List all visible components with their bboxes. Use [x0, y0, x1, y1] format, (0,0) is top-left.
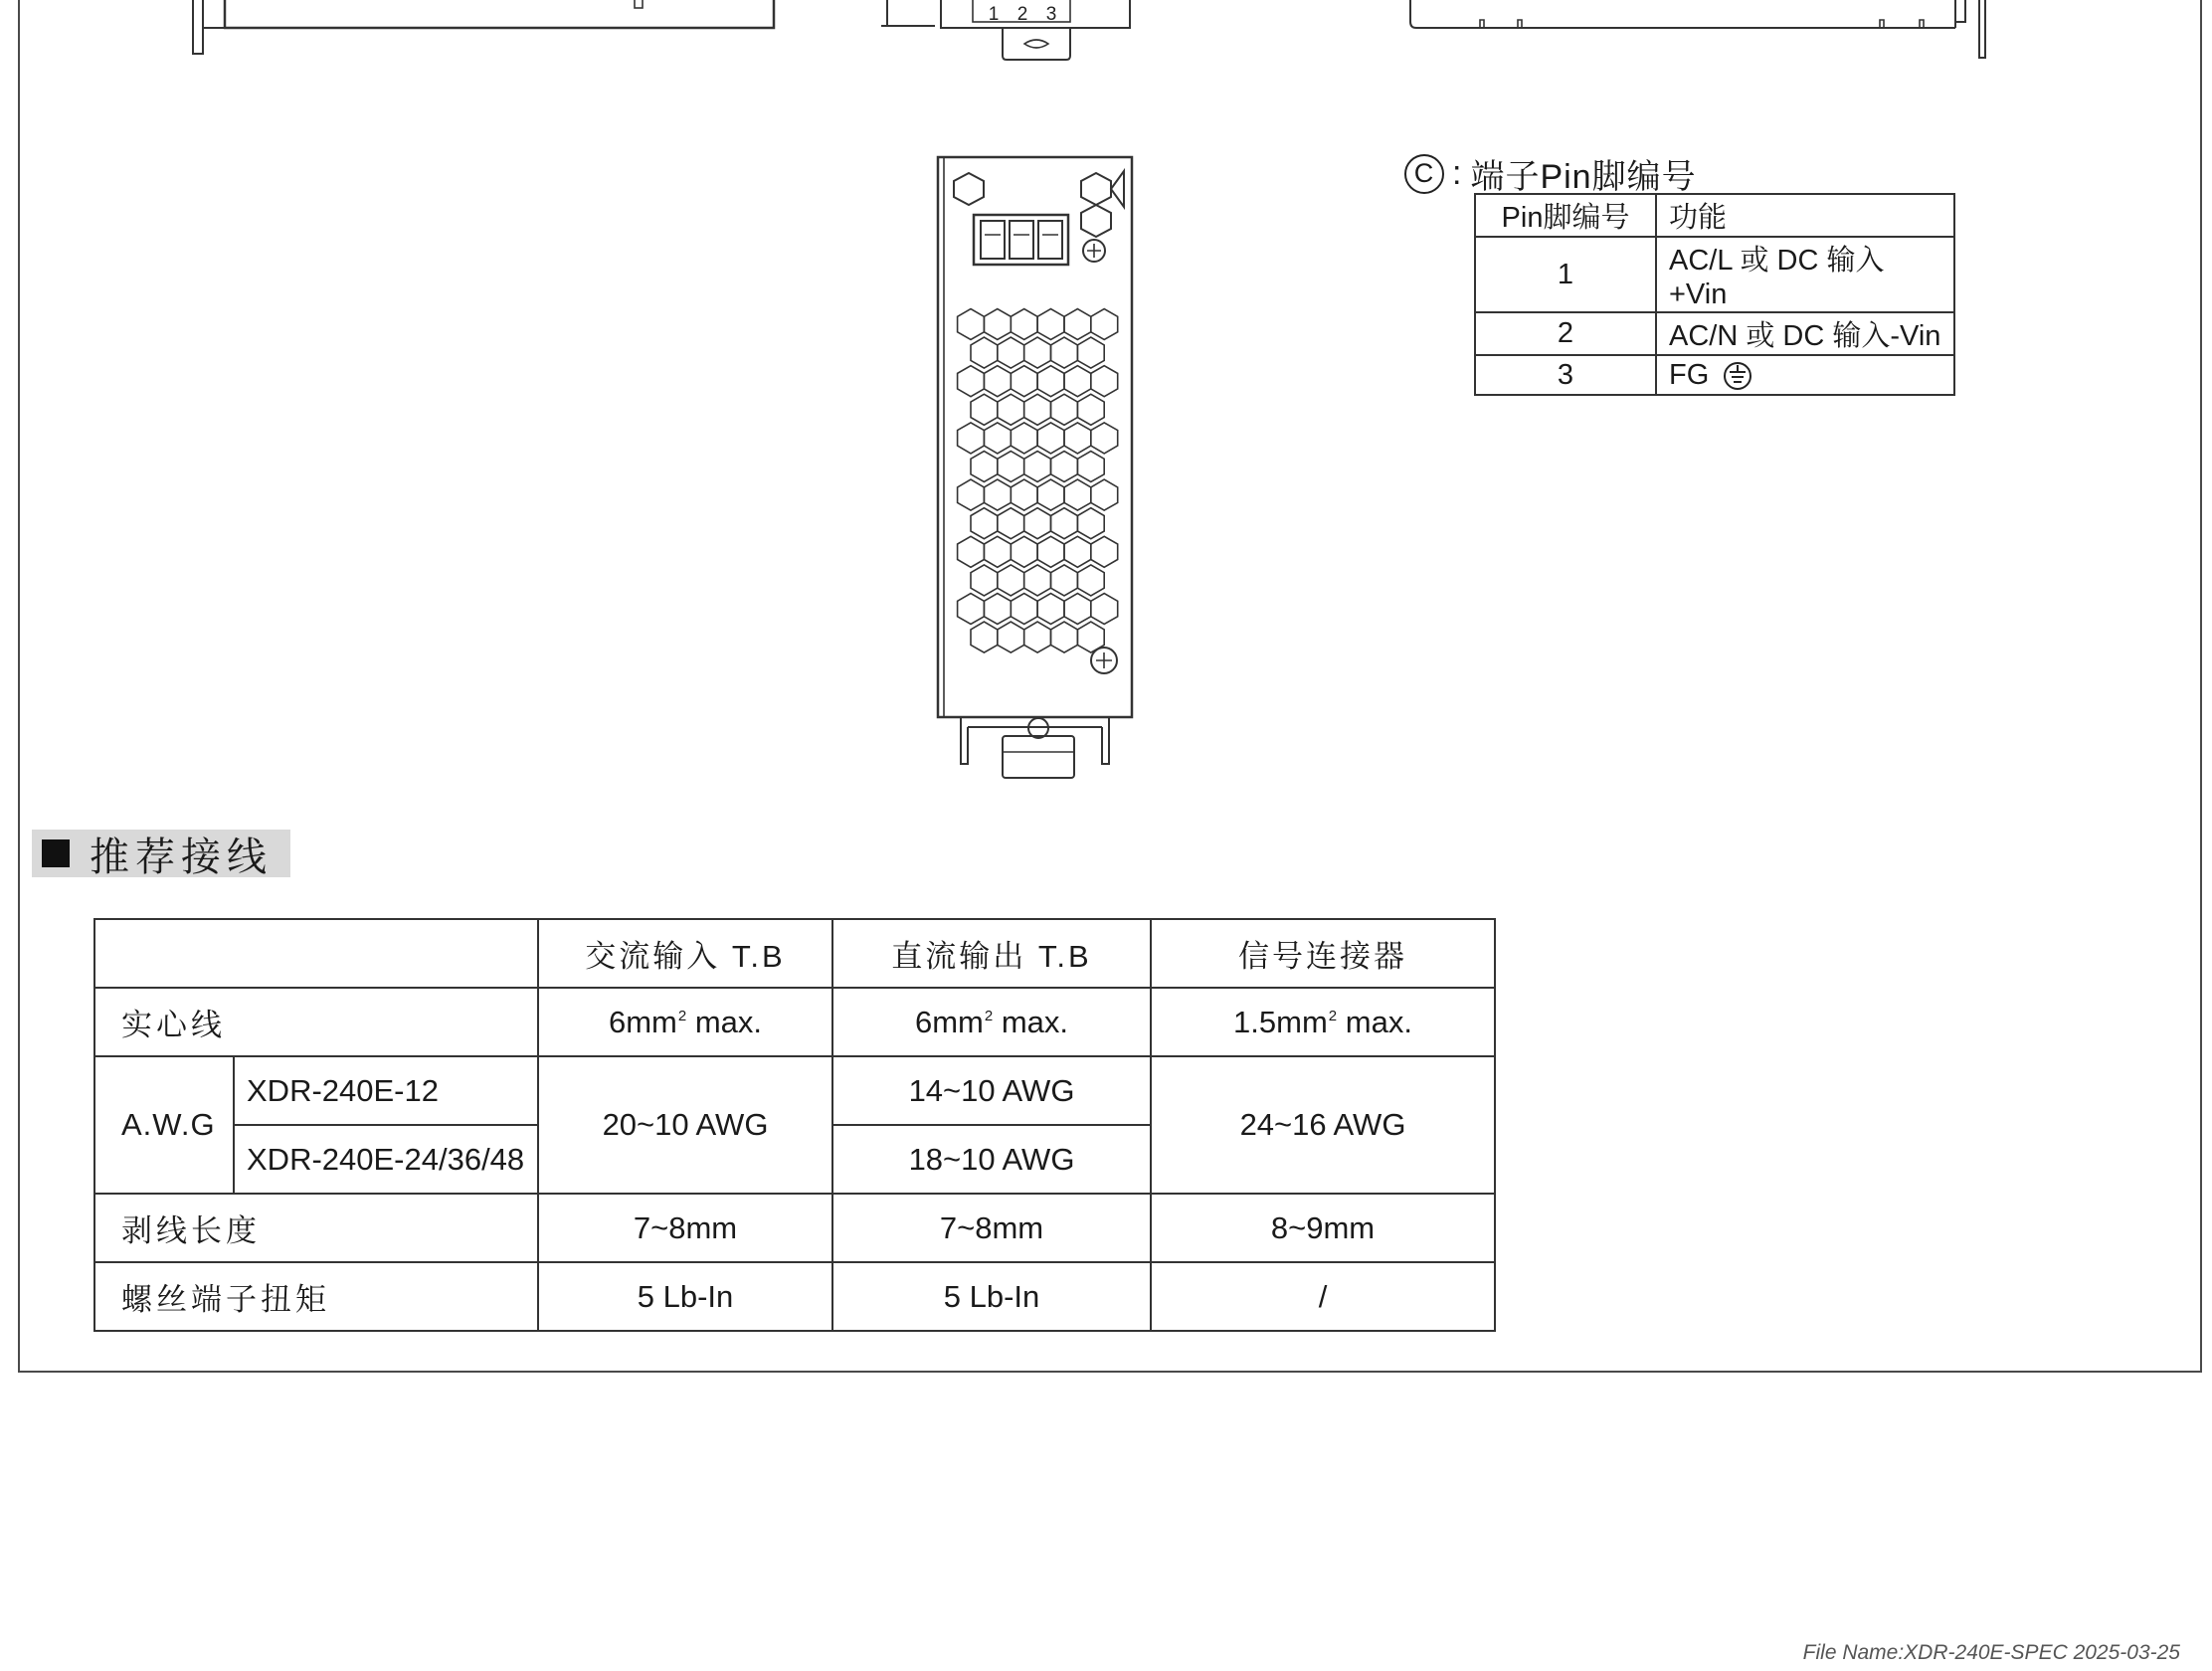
vent-hexagon: [1024, 394, 1051, 425]
side-view-left: [193, 0, 774, 54]
pin-section-title: [1404, 149, 1697, 198]
side-view-right: [1410, 0, 1985, 58]
vent-hexagon: [984, 309, 1011, 340]
awg-ac: 20~10 AWG: [538, 1056, 832, 1194]
header-blank-cell: [94, 919, 538, 988]
pin-header-function: 功能: [1656, 194, 1954, 237]
vent-hexagon: [958, 479, 985, 510]
vent-hexagon: [1091, 479, 1118, 510]
vent-hexagon: [1037, 366, 1064, 397]
vent-hexagon: [1037, 594, 1064, 625]
pin-title-colon: :: [1452, 154, 1463, 192]
vent-hexagon: [998, 394, 1024, 425]
solid-wire-signal: [1151, 988, 1495, 1056]
vent-hexagon: [998, 337, 1024, 368]
vent-hexagon: [1024, 565, 1051, 596]
vent-hexagon: [1011, 366, 1037, 397]
vent-hexagon: [1037, 309, 1064, 340]
value: 1.5mm: [1233, 1004, 1328, 1039]
vent-hexagon: [1037, 479, 1064, 510]
torque-dc: 5 Lb-In: [832, 1262, 1151, 1331]
pin-table-header: [1475, 194, 1954, 237]
row-label-strip-length: 剥线长度: [94, 1194, 538, 1262]
strip-length-signal: 8~9mm: [1151, 1194, 1495, 1262]
awg-dc-12v: 14~10 AWG: [832, 1056, 1151, 1125]
vent-hexagon: [1091, 309, 1118, 340]
solid-wire-ac: [538, 988, 832, 1056]
col-header-signal: 信号连接器: [1151, 919, 1495, 988]
footer-file-name: File Name:XDR-240E-SPEC 2025-03-25: [1802, 1641, 2180, 1664]
terminal-label-1: 1: [988, 4, 1000, 25]
vent-hexagon: [1024, 622, 1051, 652]
vent-hexagon: [1077, 337, 1104, 368]
col-header-ac-input: 交流输入 T.B: [538, 919, 832, 988]
pin-function: FG: [1669, 358, 1710, 391]
pin-function-cell: [1656, 355, 1954, 395]
vent-hexagon: [984, 479, 1011, 510]
superscript: 2: [1328, 1007, 1338, 1024]
wire-table-header: [94, 919, 1495, 988]
row-label-torque: 螺丝端子扭矩: [94, 1262, 538, 1331]
pin-function: AC/N 或 DC 输入-Vin: [1656, 312, 1954, 355]
vent-hexagon: [971, 508, 998, 539]
din-rail-clip: [961, 717, 1109, 778]
suffix: max.: [686, 1004, 763, 1039]
vent-hexagon: [971, 452, 998, 482]
vent-hexagon: [1037, 423, 1064, 454]
vent-hexagon: [1077, 565, 1104, 596]
vent-hexagon: [1077, 508, 1104, 539]
terminal-label-3: 3: [1045, 4, 1057, 25]
vent-hexagon: [958, 594, 985, 625]
vent-hexagon: [1064, 479, 1091, 510]
section-heading-text: 推荐接线: [90, 835, 273, 879]
vent-hexagon: [958, 366, 985, 397]
superscript: 2: [677, 1007, 687, 1024]
row-label-solid-wire: 实心线: [94, 988, 538, 1056]
square-bullet-icon: [42, 839, 70, 867]
pin-title-text: 端子Pin脚编号: [1470, 158, 1697, 196]
vent-hexagon: [998, 622, 1024, 652]
section-heading: [32, 830, 290, 877]
col-header-dc-output: 直流输出 T.B: [832, 919, 1151, 988]
vent-hexagon: [1024, 337, 1051, 368]
vent-hexagon: [1077, 452, 1104, 482]
vent-hexagon: [958, 536, 985, 567]
vent-hexagon: [1051, 508, 1078, 539]
vent-hexagon: [1064, 366, 1091, 397]
bottom-view-center: [881, 0, 1130, 60]
vent-hexagon: [1091, 366, 1118, 397]
front-panel-view: [938, 157, 1132, 778]
pin-function: AC/L 或 DC 输入+Vin: [1656, 237, 1954, 312]
vent-hexagon: [1064, 423, 1091, 454]
row-torque: [94, 1262, 1495, 1331]
vent-hexagon: [971, 565, 998, 596]
vent-hexagon: [998, 452, 1024, 482]
vent-hexagon: [958, 423, 985, 454]
pin-row-1: [1475, 237, 1954, 312]
vent-hexagon: [1024, 508, 1051, 539]
vent-hexagon: [1064, 536, 1091, 567]
vent-hexagon: [984, 366, 1011, 397]
vent-hexagon: [1051, 452, 1078, 482]
vent-hexagon: [1011, 479, 1037, 510]
row-strip-length: [94, 1194, 1495, 1262]
strip-length-ac: 7~8mm: [538, 1194, 832, 1262]
vent-hexagon: [984, 536, 1011, 567]
vent-hexagon: [1091, 594, 1118, 625]
vent-hexagon: [998, 565, 1024, 596]
strip-length-dc: 7~8mm: [832, 1194, 1151, 1262]
pin-number: 1: [1475, 237, 1656, 312]
vent-hexagon: [1011, 536, 1037, 567]
value: 6mm: [608, 1004, 677, 1039]
vent-hexagon: [1037, 536, 1064, 567]
pin-assignment-table: [1474, 193, 1955, 396]
vent-hexagon: [984, 423, 1011, 454]
suffix: max.: [993, 1004, 1069, 1039]
model-12v: XDR-240E-12: [234, 1056, 538, 1125]
pin-row-2: [1475, 312, 1954, 355]
awg-dc-24-36-48v: 18~10 AWG: [832, 1125, 1151, 1194]
row-solid-wire: [94, 988, 1495, 1056]
vent-hexagon: [1051, 565, 1078, 596]
superscript: 2: [984, 1007, 994, 1024]
terminal-label-2: 2: [1016, 4, 1028, 25]
vent-hexagon: [1077, 394, 1104, 425]
ground-symbol-icon: [1723, 361, 1752, 391]
vent-hexagon: [1051, 622, 1078, 652]
pin-number: 2: [1475, 312, 1656, 355]
vent-hexagon: [1064, 309, 1091, 340]
vent-hexagon: [1024, 452, 1051, 482]
torque-signal: /: [1151, 1262, 1495, 1331]
section-c-marker: C: [1404, 154, 1444, 194]
vent-hexagon: [1011, 423, 1037, 454]
torque-ac: 5 Lb-In: [538, 1262, 832, 1331]
vent-hexagon: [1077, 622, 1104, 652]
vent-hexagon: [998, 508, 1024, 539]
terminal-block: [974, 215, 1068, 265]
model-24-36-48v: XDR-240E-24/36/48: [234, 1125, 538, 1194]
vent-hexagon: [1051, 337, 1078, 368]
vent-hexagon: [971, 337, 998, 368]
vent-hexagon: [1091, 536, 1118, 567]
solid-wire-dc: [832, 988, 1151, 1056]
row-label-awg: A.W.G: [94, 1056, 234, 1194]
vent-hexagon: [1011, 309, 1037, 340]
vent-hexagon: [971, 394, 998, 425]
awg-signal: 24~16 AWG: [1151, 1056, 1495, 1194]
pin-row-3: [1475, 355, 1954, 395]
vent-hexagon: [1091, 423, 1118, 454]
vent-hexagon: [1064, 594, 1091, 625]
vent-hexagons: [958, 309, 1118, 653]
recommended-wiring-table: [93, 918, 1496, 1332]
pin-number: 3: [1475, 355, 1656, 395]
suffix: max.: [1337, 1004, 1412, 1039]
vent-hexagon: [971, 622, 998, 652]
row-awg-a: [94, 1056, 1495, 1125]
vent-hexagon: [1051, 394, 1078, 425]
vent-hexagon: [1011, 594, 1037, 625]
pin-header-pin: Pin脚编号: [1475, 194, 1656, 237]
vent-hexagon: [984, 594, 1011, 625]
value: 6mm: [914, 1004, 984, 1039]
vent-hexagon: [958, 309, 985, 340]
